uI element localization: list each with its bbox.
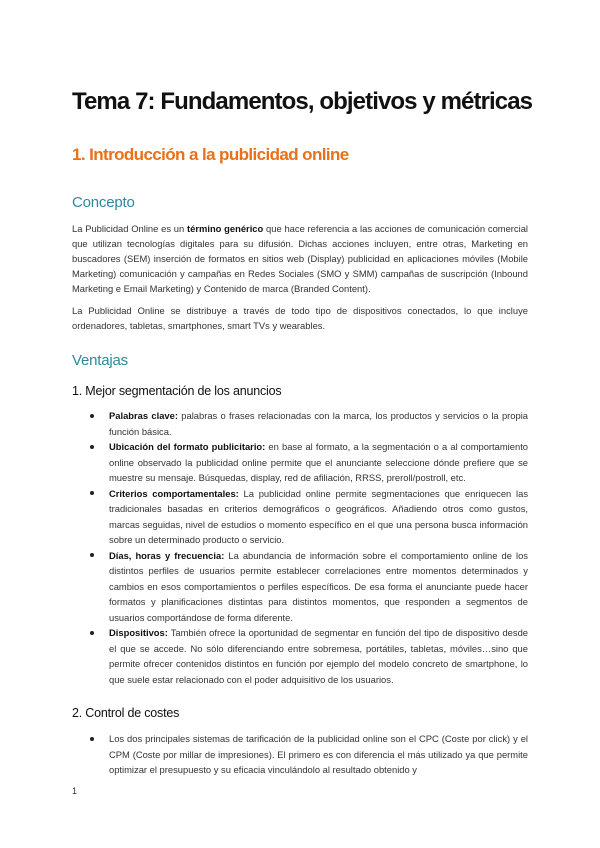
bullet-icon (90, 553, 94, 557)
list-item (72, 548, 528, 626)
list-item (72, 486, 528, 548)
item-text: Los dos principales sistemas de tarificación de la publicidad online son el CPC (Coste por click) y el CPM (Coste por millar de impresiones). El primero es con diferencia el más utilizado ya que permite optimizar el presupuesto y su eficacia vinculándolo al resultado obtenido y (109, 733, 528, 775)
costes-list (72, 731, 528, 778)
paragraph-text: que hace referencia a las acciones de comunicación comercial que utilizan tecnologías digitales para su difusión. Dichas acciones incluyen, entre otras, Marketing en buscadores (SEM) inserción de formatos en sitios web (Display) publicidad en aplicaciones móviles (Mobile Marketing) comunicación y campañas en Redes Sociales (SMO y SMM) campañas de suscripción (Inbound Marketing e Email Marketing) y Contenido de marca (Branded Content). (72, 223, 528, 294)
item-label: Dispositivos: (109, 627, 168, 638)
item-text: La abundancia de información sobre el comportamiento online de los distintos perfiles de usuarios permite establecer correlaciones entre momentos determinados y cambios en esos comportamientos o perfiles específicos. De esa forma el anunciante puede hacer formatos y planificaciones distintas para distintos momentos, que responden a segmentos de usuarios comportándose de forma diferente. (109, 549, 528, 623)
item-text: palabras o frases relacionadas con la marca, los productos y servicios o la propia función básica. (109, 410, 529, 437)
list-item (72, 625, 528, 687)
concepto-paragraph-2: La Publicidad Online se distribuye a través de todo tipo de dispositivos conectados, lo que incluye ordenadores, tabletas, smartphones, smart TVs y wearables. (72, 305, 528, 331)
page-number: 1 (72, 786, 78, 796)
item-label: Días, horas y frecuencia: (109, 549, 225, 561)
item-label: Palabras clave: (109, 410, 178, 421)
item-text: También ofrece la oportunidad de segmentar en función del tipo de dispositivo desde el que se accede. No sólo diferenciando entre sobremesa, portátiles, tabletas, móviles…sino que permite ofrecer contenidos distintos en función por ejemplo del modelo concreto de smartphone, lo que suele estar relacionado con el poder adquisitivo de los usuarios. (109, 627, 528, 685)
bold-term: término genérico (187, 223, 264, 234)
bullet-icon (90, 414, 94, 418)
concepto-paragraph-1 (72, 221, 528, 296)
section-heading: 1. Introducción a la publicidad online (72, 145, 349, 164)
ventajas-list (72, 408, 528, 687)
subheading-segmentacion: 1. Mejor segmentación de los anuncios (72, 384, 282, 398)
paragraph-text: La Publicidad Online es un (72, 223, 188, 234)
bullet-icon (90, 631, 94, 635)
page-title: Tema 7: Fundamentos, objetivos y métricas (72, 88, 533, 115)
subheading-control-costes: 2. Control de costes (72, 706, 180, 720)
concepto-heading: Concepto (72, 194, 135, 211)
item-label: Ubicación del formato publicitario: (109, 441, 266, 452)
bullet-icon (90, 445, 94, 449)
item-text: en base al formato, a la segmentación o a al comportamiento online observado la publicidad online permite que el anunciante seleccione dónde prefiere que se muestre su mensaje. Búsquedas, display, red de afiliación, RRSS, preroll/postroll, etc. (109, 441, 529, 483)
list-item (72, 439, 528, 486)
item-label: Criterios comportamentales: (109, 487, 239, 499)
list-item (72, 408, 528, 439)
list-item (72, 731, 528, 778)
bullet-icon (90, 491, 94, 495)
item-text: La publicidad online permite segmentaciones que enriquecen las tradicionales basadas en criterios demográficos o geográficos. Añadiendo otros como gustos, marcas seguidas, nivel de estudios o momento específico en el que una persona busca información sobre un determinado producto o servicio. (109, 487, 529, 545)
bullet-icon (90, 737, 94, 741)
ventajas-heading: Ventajas (72, 352, 128, 369)
